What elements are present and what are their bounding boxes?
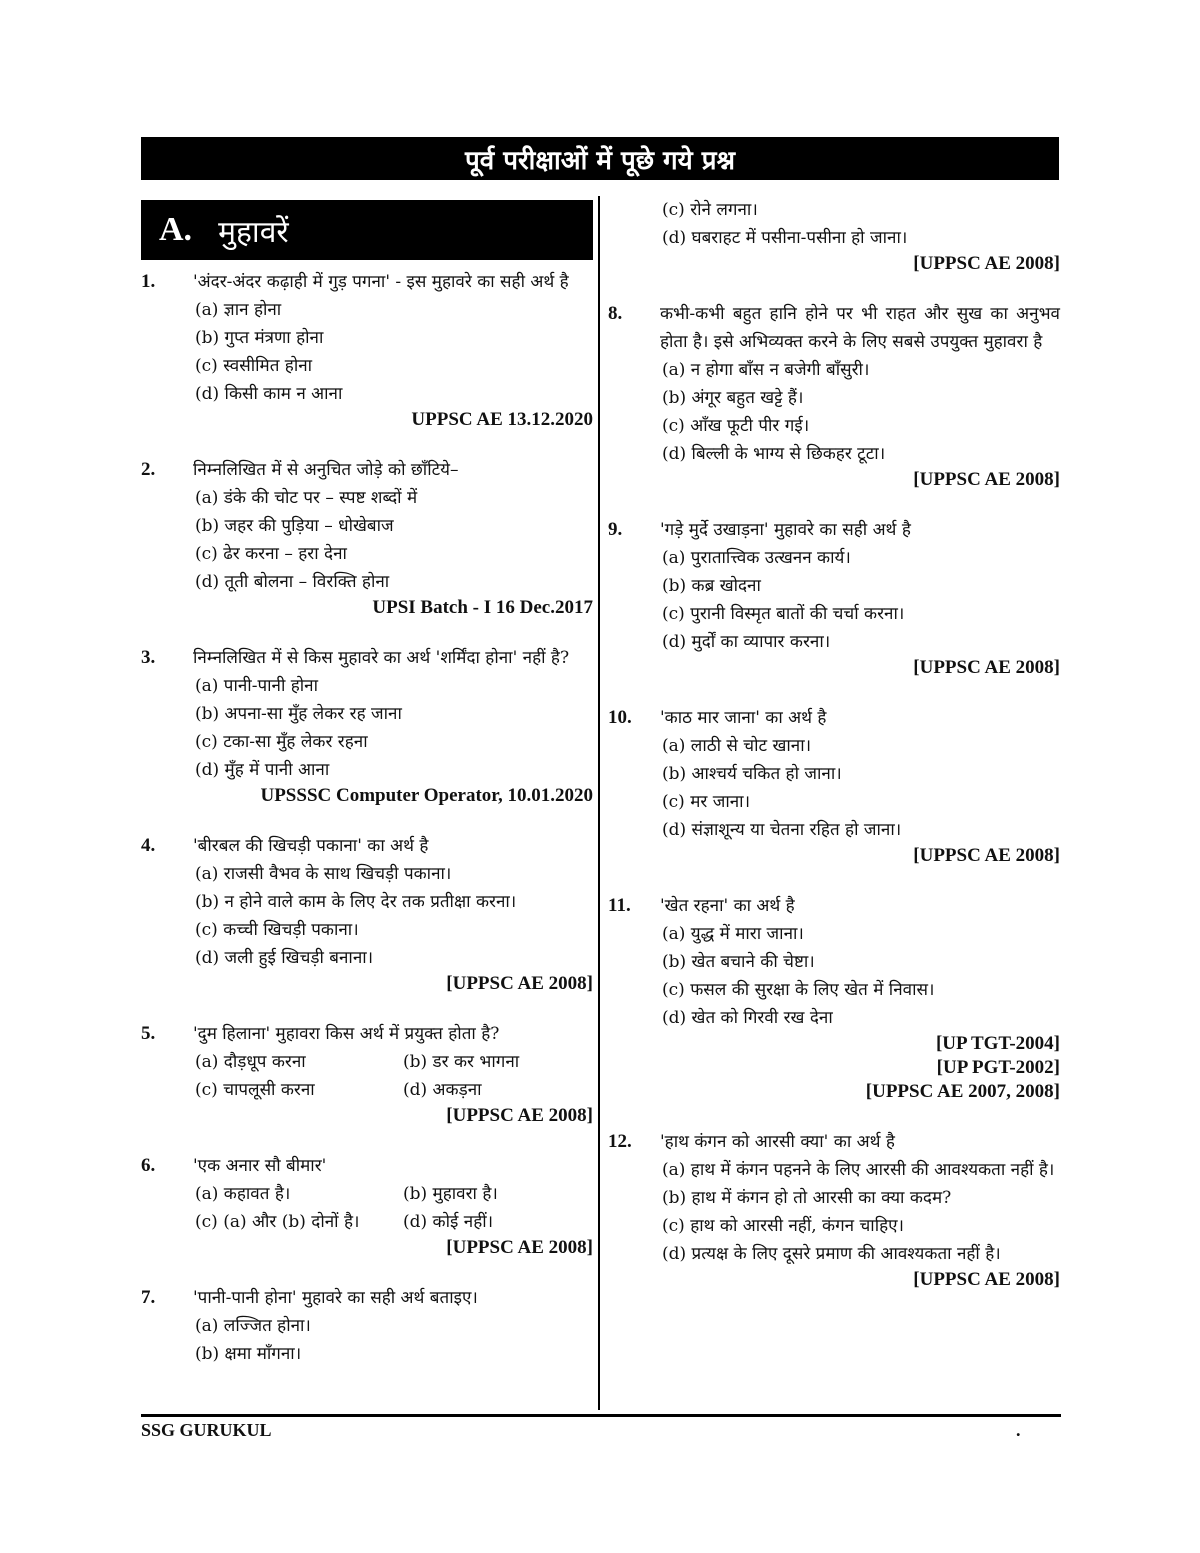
option-c: (c) कच्ची खिचड़ी पकाना। bbox=[195, 920, 359, 940]
option-a: (a) युद्ध में मारा जाना। bbox=[662, 924, 804, 944]
question-12 bbox=[608, 1128, 1060, 1156]
exam-source: [UPPSC AE 2008] bbox=[913, 1269, 1060, 1290]
question-3 bbox=[141, 644, 593, 672]
exam-source: UPSSSC Computer Operator, 10.01.2020 bbox=[260, 785, 593, 806]
options-3 bbox=[195, 672, 593, 784]
question-text: 'अंदर-अंदर कढ़ाही में गुड़ पगना' - इस मुहावरे का सही अर्थ है bbox=[193, 272, 569, 292]
option-c: (c) हाथ को आरसी नहीं, कंगन चाहिए। bbox=[662, 1216, 904, 1236]
option-c: (c) ढेर करना – हरा देना bbox=[195, 544, 347, 564]
exam-source: [UPPSC AE 2008] bbox=[913, 469, 1060, 490]
option-a: (a) लाठी से चोट खाना। bbox=[662, 736, 812, 756]
option-b: (b) कब्र खोदना bbox=[662, 576, 761, 596]
option-d: (d) कोई नहीं। bbox=[403, 1212, 494, 1232]
exam-source: [UPPSC AE 2007, 2008] bbox=[865, 1081, 1060, 1102]
option-c: (c) मर जाना। bbox=[662, 792, 751, 812]
question-text: 'पानी-पानी होना' मुहावरे का सही अर्थ बताइए। bbox=[193, 1288, 478, 1308]
question-text: 'बीरबल की खिचड़ी पकाना' का अर्थ है bbox=[193, 836, 429, 856]
options-7-part2 bbox=[662, 196, 1060, 252]
question-number: 11. bbox=[608, 895, 631, 916]
question-8 bbox=[608, 300, 1060, 356]
question-2 bbox=[141, 456, 593, 484]
question-number: 9. bbox=[608, 519, 623, 540]
question-number: 3. bbox=[141, 647, 156, 668]
question-number: 2. bbox=[141, 459, 156, 480]
options-11 bbox=[662, 920, 1060, 1032]
option-b: (b) क्षमा माँगना। bbox=[195, 1344, 302, 1364]
option-d: (d) मुर्दों का व्यापार करना। bbox=[662, 632, 831, 652]
question-text: निम्नलिखित में से अनुचित जोड़े को छाँटिये– bbox=[193, 460, 459, 480]
option-a: (a) लज्जित होना। bbox=[195, 1316, 311, 1336]
options-5 bbox=[195, 1048, 593, 1104]
question-4 bbox=[141, 832, 593, 860]
question-text: 'एक अनार सौ बीमार' bbox=[193, 1156, 327, 1176]
options-1 bbox=[195, 296, 593, 408]
option-c: (c) स्वसीमित होना bbox=[195, 356, 313, 376]
option-a: (a) पानी-पानी होना bbox=[195, 676, 319, 696]
right-column bbox=[608, 196, 1060, 1292]
question-number: 1. bbox=[141, 271, 156, 292]
options-2 bbox=[195, 484, 593, 596]
option-d: (d) जली हुई खिचड़ी बनाना। bbox=[195, 948, 374, 968]
option-b: (b) आश्चर्य चकित हो जाना। bbox=[662, 764, 842, 784]
option-c: (c) आँख फूटी पीर गई। bbox=[662, 416, 810, 436]
option-d: (d) अकड़ना bbox=[403, 1080, 482, 1100]
question-5 bbox=[141, 1020, 593, 1048]
question-7 bbox=[141, 1284, 593, 1312]
option-b: (b) मुहावरा है। bbox=[403, 1184, 498, 1204]
exam-source: [UPPSC AE 2008] bbox=[446, 1105, 593, 1126]
exam-source: [UPPSC AE 2008] bbox=[913, 253, 1060, 274]
question-number: 8. bbox=[608, 303, 623, 324]
option-b: (b) अंगूर बहुत खट्टे हैं। bbox=[662, 388, 804, 408]
options-7-part1 bbox=[195, 1312, 593, 1368]
option-a: (a) दौड़धूप करना bbox=[195, 1052, 306, 1072]
options-8 bbox=[662, 356, 1060, 468]
question-10 bbox=[608, 704, 1060, 732]
footer-publisher: SSG GURUKUL bbox=[141, 1420, 272, 1440]
section-letter: A. bbox=[159, 211, 193, 248]
question-text: निम्नलिखित में से किस मुहावरे का अर्थ 'शर्मिंदा होना' नहीं है? bbox=[193, 648, 570, 668]
option-d: (d) प्रत्यक्ष के लिए दूसरे प्रमाण की आवश्यकता नहीं है। bbox=[662, 1244, 1001, 1264]
option-c: (c) रोने लगना। bbox=[662, 200, 758, 220]
option-d: (d) खेत को गिरवी रख देना bbox=[662, 1008, 833, 1028]
question-number: 6. bbox=[141, 1155, 156, 1176]
option-c: (c) चापलूसी करना bbox=[195, 1080, 315, 1100]
exam-source: [UP TGT-2004] bbox=[935, 1033, 1060, 1054]
option-c: (c) पुरानी विस्मृत बातों की चर्चा करना। bbox=[662, 604, 905, 624]
question-number: 4. bbox=[141, 835, 156, 856]
question-text: 'दुम हिलाना' मुहावरा किस अर्थ में प्रयुक्त होता है? bbox=[193, 1024, 500, 1044]
option-a: (a) डंके की चोट पर – स्पष्ट शब्दों में bbox=[195, 488, 418, 508]
option-b: (b) हाथ में कंगन हो तो आरसी का क्या कदम? bbox=[662, 1188, 952, 1208]
footer-rule bbox=[141, 1414, 1061, 1417]
section-heading bbox=[141, 200, 593, 260]
option-b: (b) जहर की पुड़िया – धोखेबाज bbox=[195, 516, 394, 536]
left-column bbox=[141, 200, 593, 1368]
option-d: (d) मुँह में पानी आना bbox=[195, 760, 330, 780]
option-c: (c) टका-सा मुँह लेकर रहना bbox=[195, 732, 368, 752]
option-d: (d) संज्ञाशून्य या चेतना रहित हो जाना। bbox=[662, 820, 902, 840]
option-d: (d) तूती बोलना – विरक्ति होना bbox=[195, 572, 390, 592]
options-6 bbox=[195, 1180, 593, 1236]
section-title: मुहावरें bbox=[218, 214, 289, 250]
option-a: (a) न होगा बाँस न बजेगी बाँसुरी। bbox=[662, 360, 870, 380]
options-10 bbox=[662, 732, 1060, 844]
options-12 bbox=[662, 1156, 1060, 1268]
option-c: (c) (a) और (b) दोनों है। bbox=[195, 1212, 360, 1232]
option-b: (b) गुप्त मंत्रणा होना bbox=[195, 328, 324, 348]
exam-source: [UPPSC AE 2008] bbox=[446, 1237, 593, 1258]
footer-mark: . bbox=[1016, 1420, 1021, 1440]
question-9 bbox=[608, 516, 1060, 544]
question-text: 'हाथ कंगन को आरसी क्या' का अर्थ है bbox=[660, 1132, 895, 1152]
option-a: (a) कहावत है। bbox=[195, 1184, 291, 1204]
section-banner bbox=[141, 137, 1059, 180]
option-d: (d) किसी काम न आना bbox=[195, 384, 343, 404]
banner-title: पूर्व परीक्षाओं में पूछे गये प्रश्न bbox=[464, 145, 735, 176]
option-b: (b) अपना-सा मुँह लेकर रह जाना bbox=[195, 704, 402, 724]
exam-source: [UPPSC AE 2008] bbox=[913, 657, 1060, 678]
question-1 bbox=[141, 268, 593, 296]
exam-source: [UPPSC AE 2008] bbox=[446, 973, 593, 994]
option-d: (d) बिल्ली के भाग्य से छिकहर टूटा। bbox=[662, 444, 886, 464]
question-number: 5. bbox=[141, 1023, 156, 1044]
question-11 bbox=[608, 892, 1060, 920]
question-number: 10. bbox=[608, 707, 632, 728]
question-text: 'गड़े मुर्दे उखाड़ना' मुहावरे का सही अर्थ है bbox=[660, 520, 911, 540]
option-a: (a) राजसी वैभव के साथ खिचड़ी पकाना। bbox=[195, 864, 452, 884]
option-b: (b) न होने वाले काम के लिए देर तक प्रतीक्षा करना। bbox=[195, 892, 517, 912]
exam-source: [UPPSC AE 2008] bbox=[913, 845, 1060, 866]
question-text: कभी-कभी बहुत हानि होने पर भी राहत और सुख का अनुभव होता है। इसे अभिव्यक्त करने के लिए सबसे उपयुक्त मुहावरा है bbox=[660, 304, 1060, 352]
option-a: (a) पुरातात्त्विक उत्खनन कार्य। bbox=[662, 548, 851, 568]
question-number: 12. bbox=[608, 1131, 632, 1152]
option-a: (a) ज्ञान होना bbox=[195, 300, 282, 320]
option-a: (a) हाथ में कंगन पहनने के लिए आरसी की आवश्यकता नहीं है। bbox=[662, 1160, 1055, 1180]
exam-source: UPPSC AE 13.12.2020 bbox=[411, 409, 593, 430]
question-6 bbox=[141, 1152, 593, 1180]
options-4 bbox=[195, 860, 593, 972]
options-9 bbox=[662, 544, 1060, 656]
question-text: 'खेत रहना' का अर्थ है bbox=[660, 896, 795, 916]
question-number: 7. bbox=[141, 1287, 156, 1308]
option-b: (b) डर कर भागना bbox=[403, 1052, 520, 1072]
option-c: (c) फसल की सुरक्षा के लिए खेत में निवास। bbox=[662, 980, 935, 1000]
question-text: 'काठ मार जाना' का अर्थ है bbox=[660, 708, 827, 728]
exam-source: UPSI Batch - I 16 Dec.2017 bbox=[372, 597, 593, 618]
column-divider bbox=[598, 196, 600, 1410]
exam-source: [UP PGT-2002] bbox=[936, 1057, 1060, 1078]
option-d: (d) घबराहट में पसीना-पसीना हो जाना। bbox=[662, 228, 908, 248]
option-b: (b) खेत बचाने की चेष्टा। bbox=[662, 952, 815, 972]
